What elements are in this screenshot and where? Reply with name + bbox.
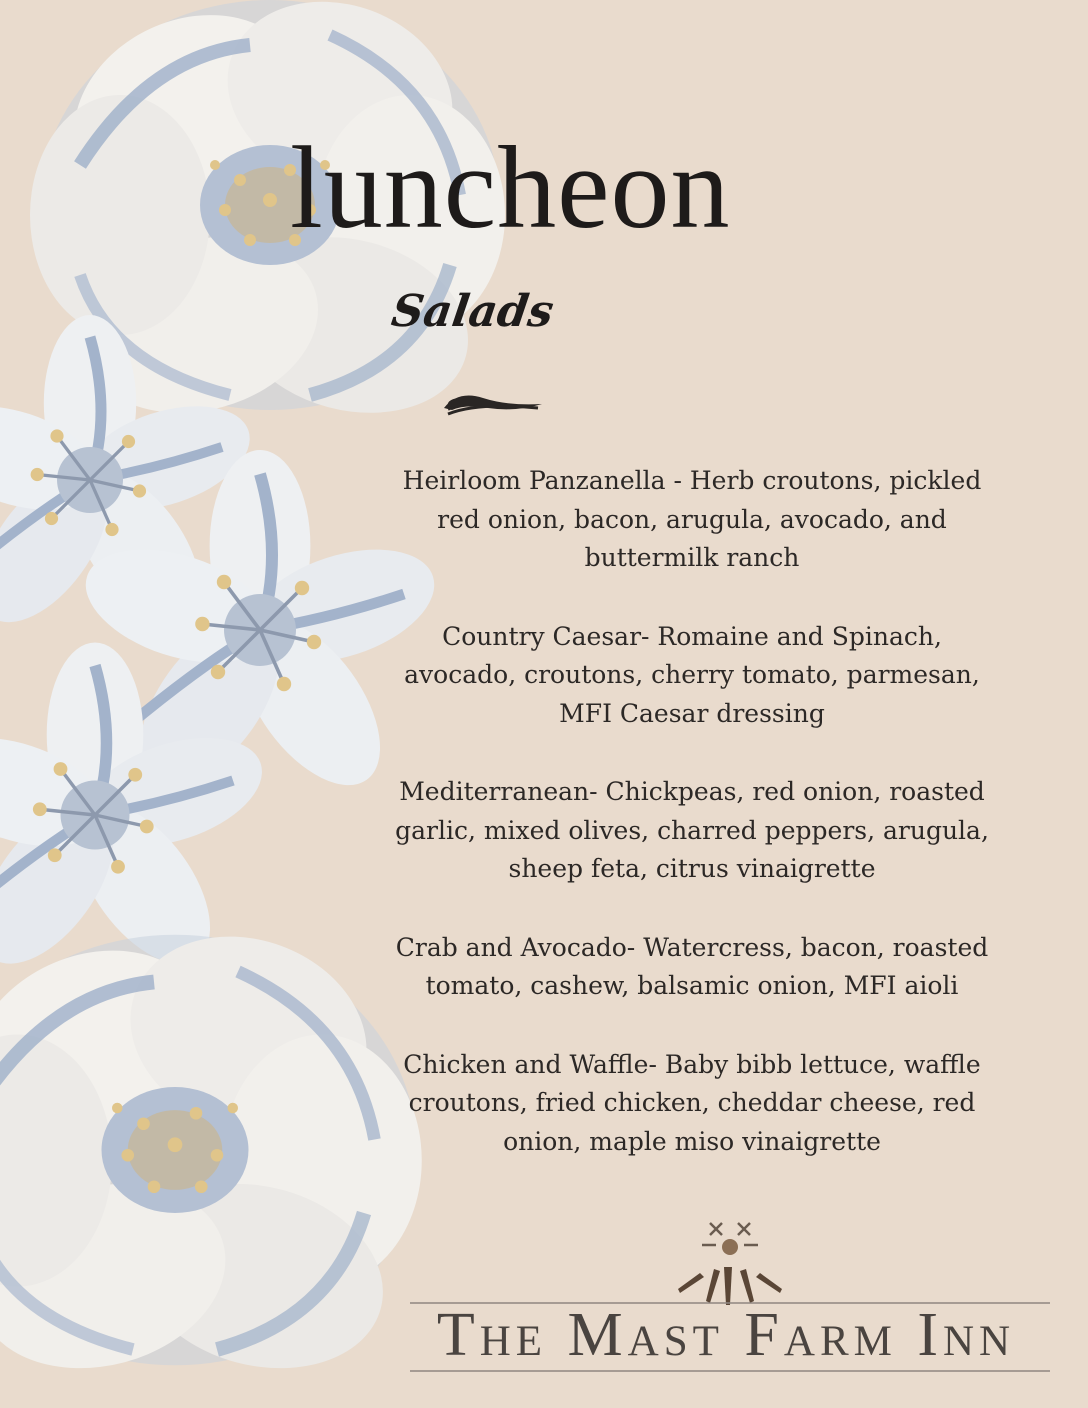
menu-item: Chicken and Waffle- Baby bibb lettuce, waffle croutons, fried chicken, cheddar cheese, red onion, maple miso vinaigrette — [403, 1049, 981, 1156]
menu-item: Crab and Avocado- Watercress, bacon, roasted tomato, cashew, balsamic onion, MFI aioli — [395, 932, 989, 1000]
menu-item: Heirloom Panzanella - Herb croutons, pickled red onion, bacon, arugula, avocado, and buttermilk ranch — [402, 466, 982, 572]
flourish-icon — [438, 388, 548, 422]
menu-item: Mediterranean- Chickpeas, red onion, roasted garlic, mixed olives, charred peppers, arugula, sheep feta, citrus vinaigrette — [395, 777, 989, 883]
page-title: luncheon — [290, 122, 731, 253]
menu-item: Country Caesar- Romaine and Spinach, avocado, croutons, cherry tomato, parmesan, MFI Caesar dressing — [404, 621, 980, 728]
menu-items — [360, 462, 1024, 1201]
brand-name: The Mast Farm Inn — [436, 1301, 1016, 1369]
section-heading: Salads — [388, 286, 557, 337]
